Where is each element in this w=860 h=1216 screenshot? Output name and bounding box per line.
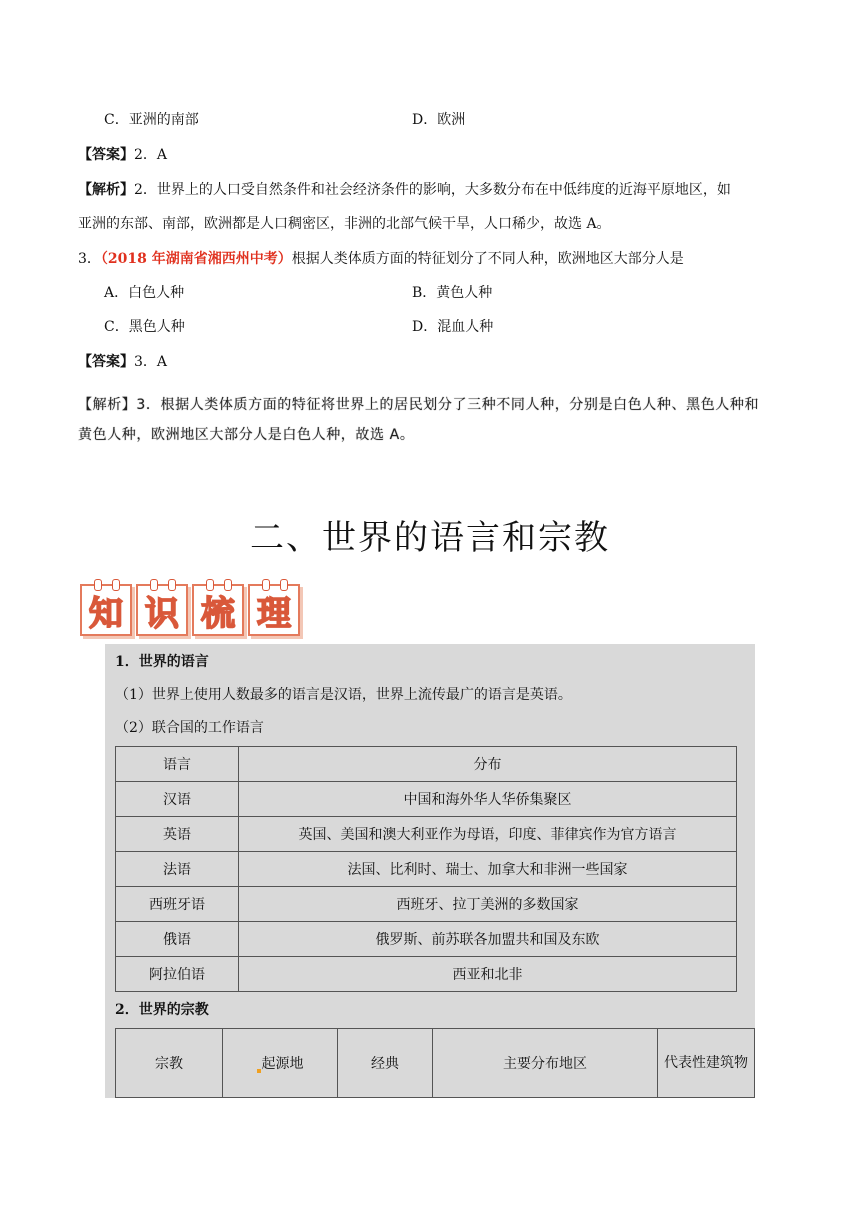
knowledge-banner — [80, 580, 300, 640]
header-cell: 分布 — [239, 747, 737, 782]
header-cell: 语言 — [116, 747, 239, 782]
header-cell — [223, 1029, 338, 1098]
languages-table — [115, 746, 737, 992]
table-row — [116, 782, 737, 817]
q3-number: 3． — [78, 251, 101, 267]
table-row — [116, 957, 737, 992]
header-cell-text: 起源地 — [261, 1056, 304, 1072]
table-cell: 法国、比利时、瑞士、加拿大和非洲一些国家 — [239, 852, 737, 887]
q3-explain-line1: 【解析】3．根据人类体质方面的特征将世界上的居民划分了三种不同人种，分别是白色人种、黑色人种和 — [78, 397, 760, 413]
table-cell: 中国和海外华人华侨集聚区 — [239, 782, 737, 817]
banner-card — [192, 584, 244, 636]
q2-explain-line1 — [78, 180, 731, 200]
section-title: 二、世界的语言和宗教 — [250, 518, 610, 558]
knowledge-box — [105, 644, 755, 1098]
edit-marker-icon — [257, 1069, 261, 1073]
table-cell: 俄语 — [116, 922, 239, 957]
religions-heading: 2．世界的宗教 — [115, 1002, 209, 1018]
header-cell: 代表性建筑物 — [658, 1029, 755, 1098]
table-header-row — [116, 747, 737, 782]
table-cell: 阿拉伯语 — [116, 957, 239, 992]
header-cell: 宗教 — [116, 1029, 223, 1098]
table-row — [116, 887, 737, 922]
table-cell: 英国、美国和澳大利亚作为母语，印度、菲律宾作为官方语言 — [239, 817, 737, 852]
languages-heading: 1．世界的语言 — [115, 654, 209, 670]
q3-option-b: B．黄色人种 — [412, 285, 493, 301]
q3-option-c: C．黑色人种 — [104, 319, 185, 335]
explain-text: 2．世界上的人口受自然条件和社会经济条件的影响，大多数分布在中低纬度的近海平原地区，如 — [134, 182, 731, 198]
banner-card — [80, 584, 132, 636]
q2-option-d: D．欧洲 — [412, 112, 466, 128]
table-row — [116, 922, 737, 957]
explain-tag: 【解析】 — [78, 182, 134, 198]
q3-source: （2018 年湖南省湘西州中考） — [100, 251, 292, 267]
q2-answer — [78, 145, 167, 165]
header-cell: 主要分布地区 — [433, 1029, 658, 1098]
table-cell: 西亚和北非 — [239, 957, 737, 992]
table-row — [116, 817, 737, 852]
header-cell: 经典 — [338, 1029, 433, 1098]
table-cell: 西班牙、拉丁美洲的多数国家 — [239, 887, 737, 922]
table-cell: 法语 — [116, 852, 239, 887]
answer-tag: 【答案】 — [78, 147, 134, 163]
banner-char: 理 — [257, 593, 291, 634]
table-cell: 汉语 — [116, 782, 239, 817]
banner-card — [248, 584, 300, 636]
q2-option-c: C．亚洲的南部 — [104, 112, 199, 128]
q3-option-a: A．白色人种 — [104, 285, 185, 301]
q3-option-d: D．混血人种 — [412, 319, 494, 335]
banner-char: 知 — [89, 593, 123, 634]
banner-char: 识 — [145, 593, 179, 634]
q3-explanation — [78, 390, 798, 450]
table-cell: 西班牙语 — [116, 887, 239, 922]
q3-stem — [78, 249, 684, 269]
q3-stem-text: 根据人类体质方面的特征划分了不同人种，欧洲地区大部分人是 — [291, 251, 684, 267]
answer-value: 3．A — [134, 354, 168, 370]
religions-table — [115, 1028, 755, 1098]
banner-card — [136, 584, 188, 636]
languages-para-1: （1）世界上使用人数最多的语言是汉语，世界上流传最广的语言是英语。 — [115, 687, 572, 703]
table-header-row — [116, 1029, 755, 1098]
q2-explain-line2: 亚洲的东部、南部，欧洲都是人口稠密区，非洲的北部气候干旱，人口稀少，故选 A。 — [78, 216, 611, 232]
answer-value: 2．A — [134, 147, 168, 163]
languages-para-2: （2）联合国的工作语言 — [115, 720, 264, 736]
answer-tag: 【答案】 — [78, 354, 134, 370]
banner-char: 梳 — [201, 593, 235, 634]
q3-explain-line2: 黄色人种，欧洲地区大部分人是白色人种，故选 A。 — [78, 427, 415, 443]
table-cell: 英语 — [116, 817, 239, 852]
q3-answer — [78, 352, 167, 372]
table-cell: 俄罗斯、前苏联各加盟共和国及东欧 — [239, 922, 737, 957]
table-row — [116, 852, 737, 887]
